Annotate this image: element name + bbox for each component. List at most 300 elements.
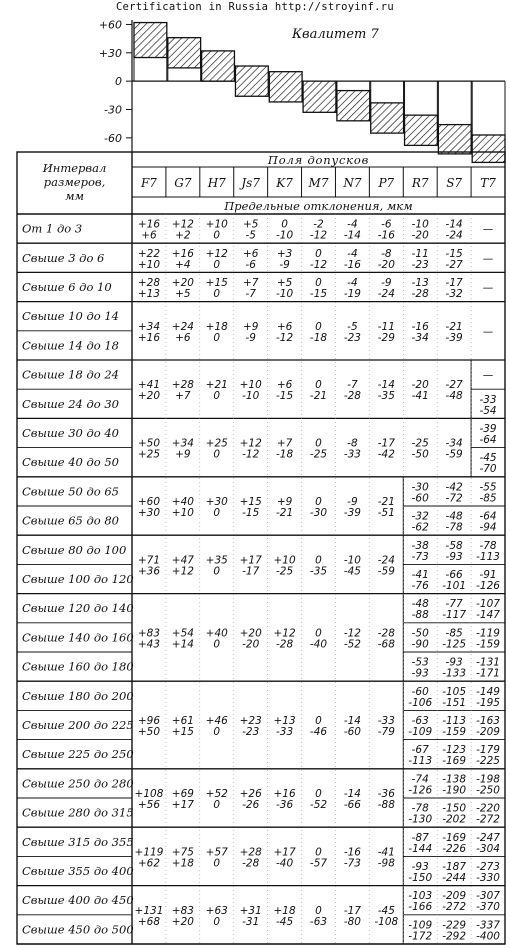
lower-deviation: -94 [479, 521, 497, 534]
upper-deviation: -9 [381, 277, 392, 289]
upper-deviation: +119 [134, 846, 164, 859]
lower-deviation: -85 [479, 492, 497, 505]
cell-js7 [243, 321, 259, 344]
lower-deviation: -23 [343, 331, 361, 344]
lower-deviation: -6 [245, 258, 256, 271]
upper-deviation: 0 [315, 247, 322, 260]
cell-m7 [310, 627, 327, 650]
tolerance-band-m7 [303, 81, 336, 112]
cell-g7 [172, 715, 194, 738]
cell-p7 [378, 277, 395, 300]
upper-deviation: -123 [442, 744, 467, 757]
cell-t7 [476, 919, 500, 942]
upper-deviation: +23 [239, 715, 262, 727]
upper-deviation: +26 [239, 788, 262, 800]
upper-deviation: +75 [171, 846, 194, 859]
lower-deviation: -30 [309, 507, 328, 519]
upper-deviation: +10 [273, 554, 296, 567]
cell-k7 [274, 715, 296, 738]
cell-s7 [442, 919, 466, 942]
lower-deviation: -28 [411, 288, 429, 300]
lower-deviation: -88 [377, 799, 395, 811]
cell-t7 [476, 773, 500, 796]
upper-deviation: -45 [479, 452, 497, 465]
lower-deviation: -59 [377, 565, 395, 578]
cell-f7 [138, 715, 160, 738]
upper-deviation: -48 [445, 510, 463, 523]
lower-deviation: 0 [213, 799, 221, 811]
cell-n7 [344, 219, 361, 242]
lower-deviation: -202 [442, 813, 467, 826]
cell-m7 [310, 248, 327, 271]
upper-deviation: -41 [377, 846, 395, 859]
interval-label: Свыше 120 до 140 [22, 601, 134, 616]
cell-p7 [378, 248, 395, 271]
upper-deviation: +28 [239, 846, 262, 859]
upper-deviation: -17 [343, 904, 361, 917]
upper-deviation: +6 [276, 320, 293, 333]
lower-deviation: -106 [408, 696, 433, 709]
upper-deviation: 0 [315, 715, 322, 727]
interval-label: Свыше 315 до 355 [22, 834, 134, 849]
upper-deviation: +61 [171, 715, 194, 727]
column-header-g7: G7 [174, 176, 192, 190]
lower-deviation: -133 [442, 667, 467, 680]
lower-deviation: -80 [343, 915, 361, 928]
lower-deviation: -113 [476, 550, 500, 563]
fields-header: Поля допусков [267, 153, 370, 167]
lower-deviation: -17 [242, 565, 260, 578]
interval-label: Свыше 280 до 315 [22, 805, 134, 820]
cell-s7 [442, 569, 466, 592]
cell-k7 [276, 321, 293, 344]
upper-deviation: -12 [343, 627, 361, 640]
cell-t7 [483, 370, 494, 382]
lower-deviation: -20 [377, 258, 395, 271]
upper-deviation: -34 [445, 437, 463, 450]
cell-m7 [310, 321, 327, 344]
lower-deviation: -400 [476, 930, 500, 943]
tolerance-band-p7 [371, 103, 404, 133]
cell-p7 [378, 554, 395, 577]
lower-deviation: 0 [213, 258, 221, 271]
cell-h7 [206, 496, 228, 519]
lower-deviation: 0 [213, 448, 221, 461]
upper-deviation: +25 [205, 437, 228, 450]
upper-deviation: +12 [239, 437, 262, 450]
lower-deviation: -98 [377, 857, 395, 870]
cell-s7 [442, 832, 466, 855]
cell-g7 [172, 788, 194, 811]
upper-deviation: -85 [445, 627, 463, 640]
lower-deviation: -171 [476, 667, 500, 680]
lower-deviation: 0 [213, 390, 221, 403]
cell-p7 [378, 788, 395, 811]
lower-deviation: -72 [445, 492, 463, 505]
lower-deviation: -190 [442, 784, 467, 797]
cell-k7 [274, 846, 296, 869]
interval-label: Свыше 140 до 160 [22, 630, 134, 645]
lower-deviation: -32 [445, 288, 463, 300]
upper-deviation: +28 [171, 379, 194, 392]
cell-p7 [378, 846, 395, 869]
tolerance-band-f7 [134, 23, 167, 58]
upper-deviation: -64 [479, 510, 497, 523]
interval-label: Свыше 450 до 500 [22, 922, 134, 937]
cell-m7 [310, 438, 327, 461]
cell-m7 [310, 219, 327, 242]
lower-deviation: -272 [442, 901, 467, 914]
cell-t7 [476, 569, 500, 592]
upper-deviation: +5 [242, 218, 259, 231]
upper-deviation: -41 [411, 569, 429, 581]
lower-deviation: -33 [276, 726, 294, 738]
cell-t7 [476, 715, 500, 738]
cell-t7 [476, 657, 500, 680]
cell-h7 [206, 277, 228, 300]
lower-deviation: -10 [276, 229, 294, 242]
lower-deviation: -45 [343, 565, 361, 578]
upper-deviation: 0 [315, 554, 322, 567]
tolerance-table [17, 152, 505, 944]
cell-h7 [206, 846, 228, 869]
upper-deviation: +60 [137, 496, 161, 508]
upper-deviation: -32 [411, 510, 429, 523]
cell-s7 [446, 379, 463, 402]
cell-f7 [138, 496, 160, 519]
cell-p7 [378, 379, 395, 402]
cell-js7 [240, 379, 262, 402]
lower-deviation: -209 [476, 726, 500, 738]
lower-deviation: -147 [476, 609, 500, 622]
cell-h7 [206, 438, 228, 461]
lower-deviation: +13 [137, 288, 161, 300]
cell-n7 [344, 846, 361, 869]
upper-deviation: +12 [171, 218, 194, 231]
upper-deviation: -109 [408, 919, 433, 932]
upper-deviation: 0 [315, 379, 322, 392]
cell-f7 [138, 379, 160, 402]
upper-deviation: -138 [442, 773, 467, 786]
upper-deviation: -247 [476, 831, 500, 844]
cell-k7 [276, 438, 293, 461]
cell-g7 [172, 627, 194, 650]
upper-deviation: -307 [476, 890, 500, 903]
column-header-p7: P7 [378, 176, 395, 190]
lower-deviation: -24 [377, 288, 395, 300]
column-header-r7: R7 [411, 176, 429, 190]
lower-deviation: -20 [411, 229, 429, 242]
lower-deviation: -117 [442, 609, 467, 622]
lower-deviation: -18 [276, 448, 294, 461]
upper-deviation: -93 [445, 656, 463, 669]
lower-deviation: +5 [175, 288, 191, 300]
cell-t7 [479, 394, 496, 417]
cell-t7 [479, 452, 496, 475]
upper-deviation: -8 [347, 437, 358, 450]
cell-k7 [276, 277, 293, 300]
lower-deviation: -70 [479, 463, 497, 476]
lower-deviation: -42 [377, 448, 395, 461]
y-tick-label: +30 [98, 46, 122, 60]
lower-deviation: +18 [171, 857, 194, 870]
cell-n7 [344, 248, 361, 271]
cell-h7 [206, 715, 228, 738]
interval-label: Свыше 100 до 120 [22, 572, 134, 586]
cell-m7 [310, 788, 327, 811]
lower-deviation: +20 [171, 915, 194, 928]
lower-deviation: 0 [213, 565, 221, 578]
upper-deviation: -198 [476, 773, 500, 786]
cell-s7 [446, 219, 463, 242]
upper-deviation: 0 [315, 437, 322, 450]
cell-k7 [276, 379, 293, 402]
cell-f7 [135, 905, 164, 928]
cell-m7 [310, 846, 327, 869]
lower-deviation: -39 [343, 507, 361, 519]
lower-deviation: -172 [408, 930, 433, 943]
upper-deviation: -4 [347, 277, 358, 289]
lower-deviation: +20 [137, 390, 161, 403]
lower-deviation: -23 [242, 726, 260, 738]
tolerance-band-n7 [337, 91, 370, 121]
y-tick-label: -60 [104, 131, 122, 145]
cell-s7 [442, 598, 466, 621]
upper-deviation: +83 [171, 904, 194, 917]
cell-n7 [344, 438, 361, 461]
upper-deviation: -78 [411, 802, 429, 815]
column-header-t7: T7 [480, 176, 496, 190]
lower-deviation: -23 [411, 258, 429, 271]
upper-deviation: -14 [343, 715, 361, 727]
cell-r7 [412, 438, 429, 461]
lower-deviation: +10 [171, 507, 194, 519]
interval-label: Свыше 50 до 65 [22, 484, 120, 499]
source-caption: Certification in Russia http://stroyinf.ru [115, 1, 395, 13]
interval-label: Свыше 18 до 24 [22, 367, 120, 382]
cell-m7 [310, 277, 327, 300]
lower-deviation: -151 [442, 696, 467, 709]
cell-t7 [479, 423, 496, 446]
upper-deviation: +24 [171, 320, 194, 333]
upper-deviation: +15 [239, 496, 262, 508]
lower-deviation: -28 [242, 857, 260, 870]
upper-deviation: -149 [476, 685, 500, 698]
cell-js7 [240, 905, 262, 928]
upper-deviation: -58 [445, 539, 463, 552]
upper-deviation: +16 [273, 788, 296, 800]
upper-deviation: -9 [347, 496, 358, 508]
upper-deviation: -28 [377, 627, 395, 640]
lower-deviation: 0 [213, 288, 221, 300]
cell-r7 [408, 803, 432, 826]
upper-deviation: -337 [476, 919, 500, 932]
cell-t7 [483, 282, 494, 294]
cell-g7 [172, 248, 194, 271]
cell-r7 [408, 832, 432, 855]
column-header-s7: S7 [446, 176, 463, 190]
cell-s7 [446, 481, 463, 504]
upper-deviation: -77 [445, 598, 463, 611]
lower-deviation: -125 [442, 638, 467, 651]
lower-deviation: -54 [479, 404, 497, 417]
cell-t7 [476, 686, 500, 709]
upper-deviation: -7 [347, 379, 358, 392]
lower-deviation: -330 [476, 872, 500, 884]
upper-deviation: -4 [347, 218, 358, 231]
lower-deviation: +30 [137, 507, 161, 519]
cell-n7 [344, 905, 361, 928]
cell-js7 [240, 788, 262, 811]
lower-deviation: -195 [476, 696, 500, 709]
cell-h7 [206, 554, 228, 577]
lower-deviation: -10 [242, 390, 260, 403]
lower-deviation: 0 [213, 507, 221, 519]
cell-r7 [408, 919, 432, 942]
lower-deviation: -292 [442, 930, 467, 943]
cell-t7 [483, 326, 494, 338]
interval-label: Свыше 225 до 250 [22, 747, 134, 762]
lower-deviation: +6 [175, 331, 191, 344]
cell-s7 [442, 890, 466, 913]
lower-deviation: -144 [408, 842, 433, 855]
cell-s7 [442, 744, 466, 767]
cell-t7 [476, 540, 500, 563]
interval-header-line: мм [64, 189, 85, 203]
lower-deviation: -159 [442, 726, 467, 738]
lower-deviation: -24 [445, 229, 463, 242]
lower-deviation: +68 [137, 915, 161, 928]
lower-deviation: -76 [411, 580, 429, 592]
cell-m7 [310, 496, 327, 519]
lower-deviation: +15 [171, 726, 194, 738]
upper-deviation: +30 [205, 496, 228, 508]
cell-k7 [274, 554, 296, 577]
cell-s7 [446, 511, 463, 534]
cell-f7 [135, 846, 164, 869]
upper-deviation: -21 [377, 496, 395, 508]
cell-s7 [446, 248, 463, 271]
lower-deviation: +25 [137, 448, 161, 461]
lower-deviation: -25 [276, 565, 294, 578]
cell-m7 [310, 379, 327, 402]
upper-deviation: -273 [476, 861, 500, 873]
cell-f7 [138, 248, 160, 271]
upper-deviation: -91 [479, 569, 497, 581]
cell-p7 [378, 321, 395, 344]
interval-label: Свыше 400 до 450 [22, 893, 134, 908]
lower-deviation: -101 [442, 580, 467, 592]
column-header-k7: K7 [276, 176, 293, 190]
upper-deviation: -93 [411, 861, 429, 873]
cell-f7 [138, 627, 160, 650]
upper-deviation: +47 [171, 554, 194, 567]
upper-deviation: +34 [171, 437, 194, 450]
upper-deviation: -67 [411, 744, 429, 757]
lower-deviation: -19 [343, 288, 361, 300]
lower-deviation: -78 [445, 521, 463, 534]
lower-deviation: -68 [377, 638, 395, 651]
chart-title: Квалитет 7 [292, 27, 379, 42]
upper-deviation: +20 [171, 277, 194, 289]
cell-t7 [476, 627, 500, 650]
cell-r7 [412, 219, 429, 242]
lower-deviation: -15 [242, 507, 260, 519]
upper-deviation: +54 [171, 627, 194, 640]
interval-label: Свыше 40 до 50 [22, 455, 120, 470]
lower-deviation: -73 [411, 550, 429, 563]
cell-t7 [476, 890, 500, 913]
cell-value: — [482, 252, 494, 265]
cell-t7 [483, 224, 494, 236]
lower-deviation: -14 [343, 229, 361, 242]
upper-deviation: 0 [315, 904, 322, 917]
cell-js7 [243, 219, 259, 242]
upper-deviation: -20 [411, 379, 429, 392]
cell-s7 [442, 803, 466, 826]
lower-deviation: -20 [242, 638, 260, 651]
cell-p7 [378, 438, 395, 461]
upper-deviation: -11 [411, 247, 429, 260]
upper-deviation: -53 [411, 656, 429, 669]
upper-deviation: +96 [137, 715, 161, 727]
upper-deviation: +10 [239, 379, 262, 392]
cell-r7 [412, 627, 429, 650]
upper-deviation: +63 [205, 904, 228, 917]
lower-deviation: -35 [309, 565, 328, 578]
lower-deviation: -7 [245, 288, 256, 300]
interval-label: Свыше 30 до 40 [22, 426, 120, 440]
upper-deviation: +16 [171, 247, 194, 260]
upper-deviation: -17 [445, 277, 463, 289]
cell-k7 [274, 788, 296, 811]
lower-deviation: -35 [377, 390, 395, 403]
upper-deviation: +6 [276, 379, 293, 392]
lower-deviation: -57 [309, 857, 328, 870]
cell-s7 [446, 540, 463, 563]
cell-r7 [408, 861, 432, 884]
upper-deviation: +22 [137, 247, 161, 260]
lower-deviation: -41 [411, 390, 429, 403]
upper-deviation: -45 [377, 904, 395, 917]
interval-label: Свыше 80 до 100 [22, 542, 127, 557]
deviations-header: Предельные отклонения, мкм [224, 199, 413, 213]
cell-r7 [412, 511, 429, 534]
upper-deviation: -14 [445, 218, 463, 231]
cell-js7 [240, 554, 262, 577]
tolerance-bands-chart [99, 18, 505, 162]
cell-g7 [172, 321, 194, 344]
tolerance-band-h7 [202, 51, 235, 81]
lower-deviation: -45 [276, 915, 294, 928]
cell-r7 [412, 277, 429, 300]
interval-label: Свыше 355 до 400 [22, 864, 134, 878]
y-tick-label: -30 [104, 103, 122, 117]
cell-r7 [408, 890, 432, 913]
interval-label: Свыше 10 до 14 [22, 309, 120, 324]
cell-h7 [206, 379, 228, 402]
lower-deviation: 0 [213, 857, 221, 870]
lower-deviation: -93 [411, 667, 429, 680]
cell-t7 [476, 832, 500, 855]
cell-n7 [344, 554, 361, 577]
cell-g7 [172, 438, 194, 461]
lower-deviation: -28 [276, 638, 294, 651]
upper-deviation: +18 [205, 320, 228, 333]
upper-deviation: -119 [476, 627, 500, 640]
cell-n7 [344, 627, 361, 650]
upper-deviation: -107 [476, 598, 500, 611]
